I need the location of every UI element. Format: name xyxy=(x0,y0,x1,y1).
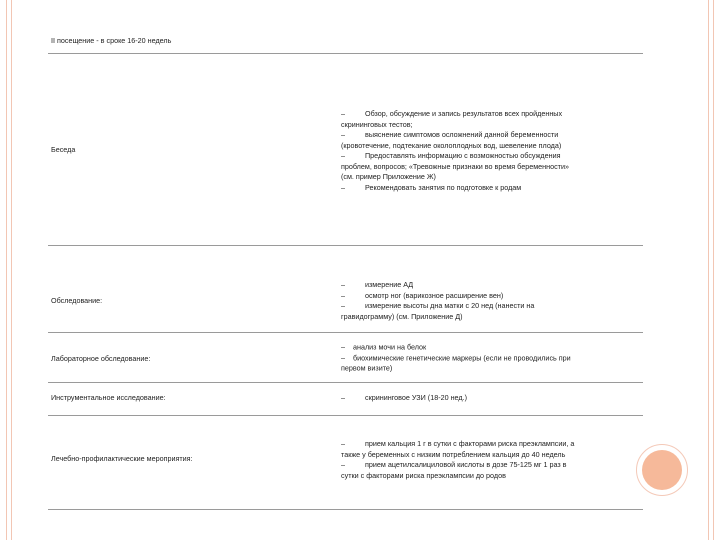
content-line: – прием ацетилсалициловой кислоты в дозе 75-125 мг 1 раз в xyxy=(341,460,567,469)
content-line: первом визите) xyxy=(341,363,393,373)
content-line: – Рекомендовать занятия по подготовке к родам xyxy=(341,182,522,192)
content-line: также у беременных с низким потреблением кальция до 40 недель xyxy=(341,449,566,459)
content-line: – Обзор, обсуждение и запись результатов всех пройденных xyxy=(341,109,563,118)
visit-title: II посещение - в сроке 16-20 недель xyxy=(51,35,172,45)
content-line: – Предоставлять информацию с возможностью обсуждения xyxy=(341,151,561,160)
content-line: скрининговых тестов; xyxy=(341,119,413,129)
content-line: – прием кальция 1 г в сутки с факторами риска преэклампсии, а xyxy=(341,439,575,448)
content-line: гравидограмму) (см. Приложение Д) xyxy=(341,311,463,321)
row-label-laboratory: Лабораторное обследование: xyxy=(51,353,151,363)
content-line: – анализ мочи на белок xyxy=(341,342,427,352)
row-content-treatment xyxy=(341,439,641,481)
table-row-instrumental xyxy=(48,383,643,416)
row-label-instrumental: Инструментальное исследование: xyxy=(51,392,166,402)
content-line: сутки с факторами риска преэклампсии до родов xyxy=(341,470,506,480)
table-row-visit-title xyxy=(48,29,643,54)
content-line: – осмотр ног (варикозное расширение вен) xyxy=(341,290,504,300)
content-line: – биохимические генетические маркеры (если не проводились при xyxy=(341,352,571,362)
decorative-circle-inner xyxy=(642,450,682,490)
row-content-laboratory xyxy=(341,342,641,374)
content-line: – выяснение симптомов осложнений данной беременности xyxy=(341,130,559,139)
content-line: (см. пример Приложение Ж) xyxy=(341,172,436,181)
table-row-examination xyxy=(48,246,643,333)
content-line: – скрининговое УЗИ (18-20 нед.) xyxy=(341,392,467,402)
content-line: (кровотечение, подтекание околоплодных вод, шевеление плода) xyxy=(341,140,562,150)
left-decorative-border xyxy=(6,0,12,540)
table-row-treatment xyxy=(48,416,643,510)
row-content-examination xyxy=(341,280,641,322)
right-decorative-border xyxy=(708,0,714,540)
row-label-conversation: Беседа xyxy=(51,144,76,154)
content-line: – измерение АД xyxy=(341,280,414,289)
content-line: – измерение высоты дна матки с 20 нед (нанести на xyxy=(341,301,535,310)
row-label-treatment: Лечебно-профилактические мероприятия: xyxy=(51,453,193,463)
content-line: проблем, вопросов; «Тревожные признаки во время беременности» xyxy=(341,161,569,171)
visit-table xyxy=(48,29,643,510)
table-row-laboratory xyxy=(48,333,643,383)
table-row-conversation xyxy=(48,54,643,246)
row-content-conversation xyxy=(341,109,641,193)
row-label-examination: Обследование: xyxy=(51,295,103,305)
row-content-instrumental xyxy=(341,393,641,404)
